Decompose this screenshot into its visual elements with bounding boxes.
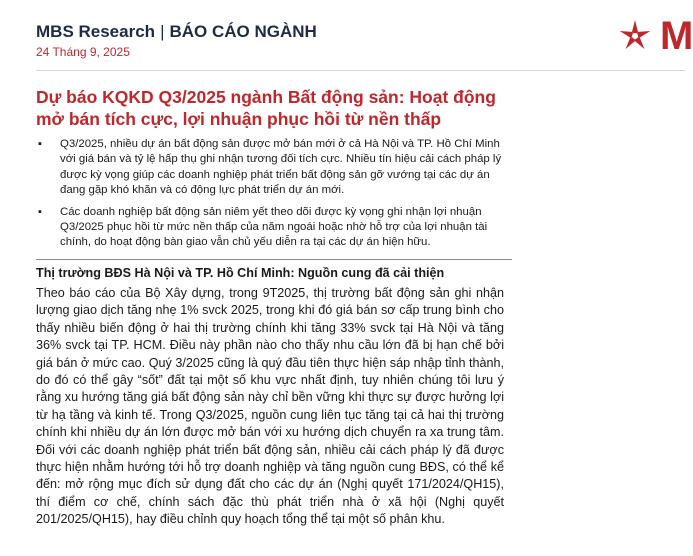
section-body: Theo báo cáo của Bộ Xây dựng, trong 9T2025, thị trường bất động sản ghi nhận lượng giao dịch tăng nhẹ 1% svck 2025, trong khi đó giá bán sơ cấp trung bình cho thấy nhiều biến động ở hai thị trường chính khi tăng 33% svck tại Hà Nội và tăng 36% svck tại TP. HCM. Điều này phần nào cho thấy nhu cầu lớn đã bị hạn chế bởi giá bán ở mức cao. Quý 3/2025 cũng là quý đầu tiên thực hiện sáp nhập tỉnh thành, do đó có thể gây “sốt” đất tại một số khu vực nhất định, tuy nhiên chúng tôi lưu ý rằng xu hướng tăng giá bất động sản này chỉ bền vững khi thực sự được hưởng lợi từ hạ tầng và kinh tế. Trong Q3/2025, nguồn cung liên tục tăng tại cả hai thị trường chính khi nhiều dự án lớn được mở bán với xu hướng dịch chuyển ra xa trung tâm. Đối với các doanh nghiệp phát triển bất động sản, nhiều cải cách pháp lý đã được thực hiện nhằm hướng tới hỗ trợ doanh nghiệp và tăng nguồn cung BĐS, có thể kể đến: mở rộng mục đích sử dụng đất cho các dự án (Nghị quyết 171/2024/QH15), thí điểm cơ chế, chính sách đặc thù phát triển nhà ở xã hội (Nghị quyết 201/2025/QH15), hay điều chỉnh quy hoạch tổng thể tại một số phân khu. <box>36 286 504 527</box>
logo-letter: M <box>660 14 693 58</box>
brand-name: MBS Research <box>36 22 156 41</box>
report-date: 24 Tháng 9, 2025 <box>36 45 130 59</box>
header-divider <box>36 70 685 71</box>
section-heading: Thị trường BĐS Hà Nội và TP. Hồ Chí Minh: Nguồn cung đã cải thiện <box>36 266 445 280</box>
section-divider <box>36 259 512 260</box>
report-header <box>36 22 317 59</box>
brand-separator: | <box>160 22 165 41</box>
report-title: Dự báo KQKD Q3/2025 ngành Bất động sản: Hoạt động mở bán tích cực, lợi nhuận phục hồi từ nền thấp <box>36 87 496 129</box>
summary-bullets <box>36 137 511 257</box>
brand-line <box>36 22 317 42</box>
report-type: BÁO CÁO NGÀNH <box>169 22 317 41</box>
summary-bullet: ▪ Q3/2025, nhiều dự án bất động sản được mở bán mới ở cả Hà Nội và TP. Hồ Chí Minh với giá bán và tỷ lệ hấp thụ ghi nhận tương đối tích cực. Nhiều tín hiệu cải cách pháp lý được kỳ vọng giúp các doanh nghiệp phát triển bất động sản gỡ vướng tại các dự án đang gặp khó khăn và có động lực phát triển dự án mới. <box>36 137 511 199</box>
star-logo-icon <box>610 10 660 60</box>
mbs-logo <box>610 6 693 61</box>
summary-bullet: ▪ Các doanh nghiệp bất động sản niêm yết theo dõi được kỳ vọng ghi nhận lợi nhuận Q3/2025 phục hồi từ mức nền thấp của năm ngoái hoặc nhờ hỗ trợ của lợi nhuận tài chính, do hoạt động bàn giao vẫn chủ yếu diễn ra tại các dự án hiện hữu. <box>36 205 511 251</box>
